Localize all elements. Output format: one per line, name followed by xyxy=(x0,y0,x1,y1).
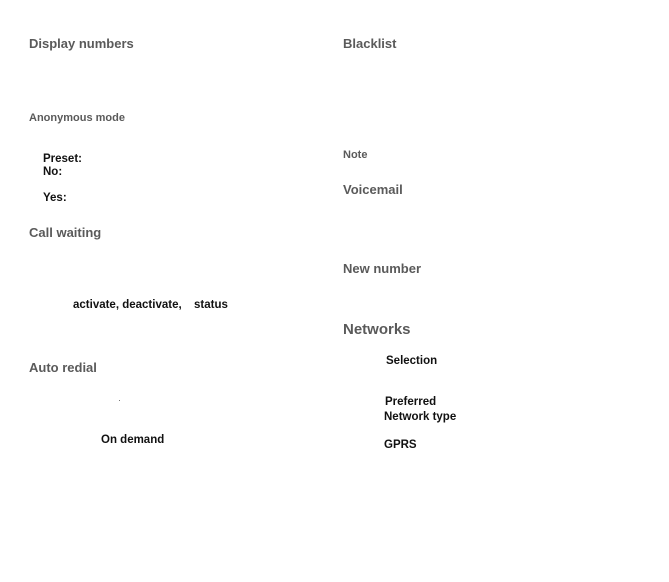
stray-dot xyxy=(119,400,120,401)
heading-networks: Networks xyxy=(343,321,411,338)
label-gprs: GPRS xyxy=(384,439,417,451)
heading-auto-redial: Auto redial xyxy=(29,360,97,375)
heading-call-waiting: Call waiting xyxy=(29,225,102,240)
heading-blacklist: Blacklist xyxy=(343,36,397,51)
label-on-demand: On demand xyxy=(101,434,165,446)
heading-new-number: New number xyxy=(343,261,422,276)
label-preferred: Preferred xyxy=(385,396,437,408)
label-status: status xyxy=(194,299,228,311)
label-no: No: xyxy=(43,166,63,178)
label-call-waiting-options: activate, deactivate, xyxy=(73,299,182,311)
label-yes: Yes: xyxy=(43,192,67,204)
heading-display-numbers: Display numbers xyxy=(29,36,134,51)
label-selection: Selection xyxy=(386,355,438,367)
label-preset: Preset: xyxy=(43,153,82,165)
label-network-type: Network type xyxy=(384,411,457,423)
heading-anonymous-mode: Anonymous mode xyxy=(29,112,125,124)
heading-voicemail: Voicemail xyxy=(343,182,403,197)
heading-note: Note xyxy=(343,149,368,161)
